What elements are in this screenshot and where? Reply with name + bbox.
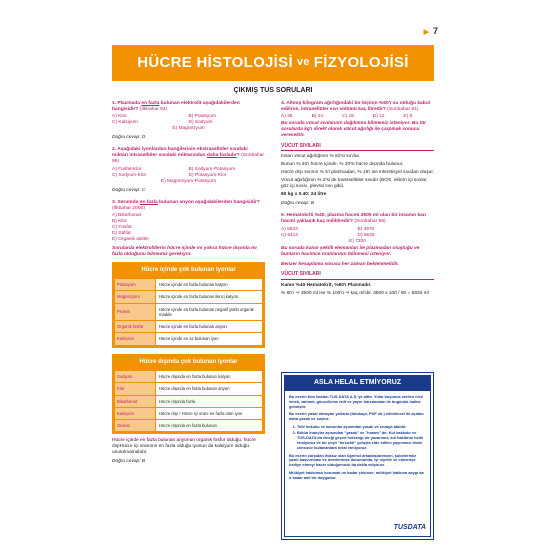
question-5-options: A) 5833 B) 4970 C) 6412 D) 6625 E) 7200 (281, 226, 375, 244)
question-1-options: A) Klor B) Potasyum C) Kalsiyum D) Sodyum E) Magnezyum (112, 114, 216, 132)
chapter-banner (112, 45, 434, 81)
body-line: İnsan vücut ağırlığının % 62'si su'dur. (281, 154, 361, 160)
question-3: 3. Serumda en fazla bulunan anyon aşağıdakilerden hangisidir? (İlkbahar 2000) (112, 199, 260, 211)
table-title: Hücre içinde çok bulunan iyonlar (141, 266, 236, 273)
table-row: Bikarbonat Hücre dışında fazla (115, 395, 262, 407)
table-row: Magnezyum Hücre içinde en fazla bulunan ikinci katyon (115, 290, 262, 302)
answer-2: Doğru cevap: C (112, 187, 146, 193)
banner-title-part1: HÜCRE HİSTOLOJİSİ (137, 53, 293, 71)
answer-3: Doğru cevap: B (112, 459, 146, 465)
table-row: Kalsiyum Hücre içinde en az bulunan iyon (115, 332, 262, 344)
question-4-note: Bu soruda vücut sıvılarının dağılımını bilmemiz isteniyor. Bu tür sorularda kg'ı direkt olarak vücut ağırlığı ile çarpmak sonucu verecektir. (281, 121, 426, 139)
right-column (281, 101, 434, 299)
question-1: 1. Plazmada en fazla bulunan elektrolit aşağıdakilerden hangisidir? (İlkbahar 94) (112, 101, 240, 113)
question-5-note: Benzer hesaplama sorusu her zaman beklenmelidir. (281, 261, 399, 267)
section-heading: VÜCUT SIVILARI (281, 271, 434, 279)
table-row: Organik fosfat Hücre içinde en fazla bulunan anyon (115, 320, 262, 332)
question-5-note: Bu soruda kanın şekilli elemanları ile plazmadan oluştuğu ve bunların hacimce oranlarının bilinmesi isteniyor. (281, 245, 420, 257)
body-line: Hücre dışı sıvının % 5'i plazmadan, % 15'i ise interstisyel sıvıdan oluşur. (281, 170, 435, 176)
left-column (112, 101, 265, 471)
question-3-note: Sorularda elektrolitlerin hücre içinde mi yoksa hücre dışında mı fazla olduğunu bilmemiz gerekiyor. (112, 245, 257, 257)
table-row: Potasyum Hücre içinde en fazla bulunan katyon (115, 278, 262, 290)
banner-title-mid: ve (296, 56, 310, 69)
table-row: Glukoz Hücre dışında en fazla bulunan (115, 419, 262, 431)
extracellular-ions-table (112, 354, 265, 435)
table-title: Hücre dışında çok bulunan iyonlar (139, 358, 238, 365)
table-row: Sodyum Hücre dışında en fazla bulunan katyon (115, 370, 262, 382)
banner-title-part2: FİZYOLOJİSİ (313, 53, 409, 71)
body-line: Vücut ağırlığının % 2'si de transsellüler sıvıdır (BOS, eklem içi sıvılar, göz içi sıvısı, plevral sıvı gibi). (281, 178, 428, 190)
copyright-notice-box (281, 372, 434, 540)
answer-1: Doğru cevap: D (112, 135, 146, 141)
notice-paragraph: Bu eserin yasal olmayan yollarla (fotokopi, PDF vb.) edinilmesi iki açıdan daha yasak ve suçtur: (289, 411, 424, 422)
page-number: ▶ 7 (423, 26, 438, 36)
table-row: Protein Hücre içinde en fazla bulunan negatif yüklü organik madde (115, 303, 262, 321)
notice-paragraph: Bu eserin çarşıdan ihlasız olan öğrenci arkadaşlarımızın, şubelerimiz yazılı başvurması ve önerilerimiz durumunda, iyi niyetle ve cömertçe hediye etmeyi hacer olduğumuzu da dekla ediyoruz. (289, 452, 417, 468)
question-4-options: A) 36 B) 24 C) 18 D) 12 E) 6 (281, 114, 413, 120)
section-subtitle: ÇIKMIŞ TUS SORULARI (233, 87, 313, 94)
answer-4: Doğru cevap: B (281, 201, 315, 207)
table-row: Klor Hücre dışında en fazla bulunan anyon (115, 382, 262, 394)
question-3-options: A) Bikarbonat B) Klor C) Fosfat D) Sülfat E) Organik asitler (112, 212, 150, 242)
notice-title: ASLA HELAL ETMİYORUZ (285, 376, 430, 391)
question-2-options: A) Fosfat-Klor B) Sodyum-Potasyum C) Sodyum-Klor D) Potasyum-Klor E) Magnezyum-Potasyum (112, 166, 236, 184)
question-2: 2. Aşağıdaki iyonlardan hangilerinin ekstrasellüler sıvıdaki miktarı intrasellüler sıvıdaki miktarından daha fazladır? (Sonbahar 96) (112, 147, 264, 165)
notice-paragraph: Mülkiyet hakkımızı korumak ne kadar çirkinse; mülkiyet hakkına saygı da o kadar asil bir duygudur. (289, 470, 424, 480)
notice-list: 1. Telif hukuku ve kanunlar açısından yasak ve cezaya tabidir. 2. Bütün inançlar açısından "yasak" ve "haram" dır. Kul hakkıdır ve TUS-DATA'da emeği geçen herkesgi bir yazarımız, kul haklarını helâl etmiyoruz ve bir çeşit "hırsızlık" yoluyla elde edilen yayınımızı bizim izinsizce kullananlara helal etmiyoruz. (297, 425, 426, 450)
arrow-right-icon: ▶ (423, 29, 429, 36)
footnote: Hücre içinde en fazla bulunan anyonun organik fosfor olduğu, hücre dışıHücre içi oranının en fazla olduğu iyonun da kalsiyum olduğu unutulmamalıdır. (112, 438, 256, 456)
question-5: 5. Hematokriti %40, plazma hacmi 3500 ml olan bir insanın kan hacmi yaklaşık kaç mililitredir? (Sonbahar 96) (281, 213, 426, 225)
table-row: Kalsiyum Hücre dışı / Hücre içi oranı en fazla olan iyon (115, 407, 262, 419)
question-4: 4. Altmış kilogram ağırlığındaki bir kişinin %60'ı su olduğu kabul edilirse, intrasellüler sıvı volümü kaç litredir? (Sonbahar 91) (281, 101, 431, 113)
section-heading: VÜCUT SIVILARI (281, 143, 434, 151)
body-line: Bunun % 40'ı hücre içinde, % 20'si hücre dışında bulunur. (281, 162, 404, 168)
calc-line: % 60'ı ⇒ 3500 ml ise % 100'ü ⇒ kaç ml'dir. 3500 x 100 / 60 = 5833 ml (281, 290, 429, 296)
body-line: 60 kg x 0.40: 24 litre (281, 192, 327, 198)
body-line: Kanın %40 Hematokrit, %60'ı Plazmadır. (281, 282, 372, 288)
intracellular-ions-table (112, 262, 265, 348)
brand-logo: TUSDATA (393, 524, 426, 532)
notice-paragraph: Bu eserin tüm hakları TUS-DATA A.Ş.'ye aittir. Yıllar boyunca verilen nice emek, zahmet, güncelleme istif ve yayın harcamaları ile bugünkü haline gelmiştir. (289, 393, 424, 409)
